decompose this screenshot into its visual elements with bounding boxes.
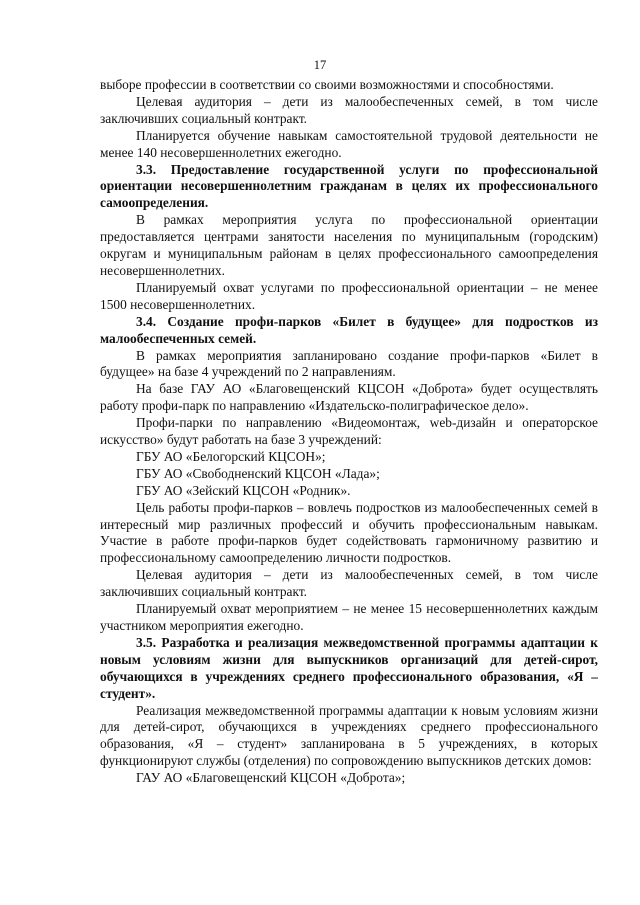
section-heading-3-4: 3.4. Создание профи-парков «Билет в будущее» для подростков из малообеспеченных семей. <box>100 313 598 346</box>
paragraph-target-audience: Целевая аудитория – дети из малообеспеченных семей, в том числе заключивших социальный контракт. <box>100 93 598 126</box>
paragraph-3-4-coverage: Планируемый охват мероприятием – не менее 15 несовершеннолетних каждым участником мероприятия ежегодно. <box>100 601 598 633</box>
list-item-zeya: ГБУ АО «Зейский КЦСОН «Родник». <box>136 482 351 498</box>
paragraph-continuation: выборе профессии в соответствии со своими возможностями и способностями. <box>100 77 554 92</box>
paragraph-3-4-audience: Целевая аудитория – дети из малообеспеченных семей, в том числе заключивших социальный контракт. <box>100 567 598 600</box>
paragraph-3-4-goal: Цель работы профи-парков – вовлечь подростков из малообеспеченных семей в интересный мир различных профессий и обучить профессиональным навыкам. Участие в работе профи-парков будет содействовать гармоничному развитию и профессиональному самоопределению личности подростков. <box>100 499 598 566</box>
page-body <box>100 77 598 787</box>
paragraph-3-4-plan: В рамках мероприятия запланировано создание профи-парков «Билет в будущее» на базе 4 учреждений по 2 направлениям. <box>100 347 598 380</box>
paragraph-3-5-program: Реализация межведомственной программы адаптации к новым условиям жизни для детей-сирот, обучающихся в учреждениях среднего профессионального образования, «Я – студент» запланирована в 5 учреждениях, в которых функционируют службы (отделения) по сопровождению выпускников детских домов: <box>100 702 598 769</box>
paragraph-3-4-video-parks: Профи-парки по направлению «Видеомонтаж, web-дизайн и операторское искусство» будут работать на базе 3 учреждений: <box>100 415 598 448</box>
paragraph-3-3-coverage: Планируемый охват услугами по профессиональной ориентации – не менее 1500 несовершеннолетних. <box>100 279 598 312</box>
list-item-belogorsk: ГБУ АО «Белогорский КЦСОН»; <box>136 448 326 464</box>
page-number: 17 <box>313 58 327 72</box>
paragraph-3-4-blagoveshchensk: На базе ГАУ АО «Благовещенский КЦСОН «Доброта» будет осуществлять работу профи-парк по направлению «Издательско-полиграфическое дело». <box>100 381 598 414</box>
section-heading-3-3: 3.3. Предоставление государственной услуги по профессиональной ориентации несовершеннолетним гражданам в целях их профессионального самоопределения. <box>100 161 598 211</box>
section-heading-3-5: 3.5. Разработка и реализация межведомственной программы адаптации к новым условиям жизни для выпускников организаций для детей-сирот, обучающихся в учреждениях среднего профессионального образования, «Я – студент». <box>100 634 598 701</box>
paragraph-planned-training: Планируется обучение навыкам самостоятельной трудовой деятельности не менее 140 несовершеннолетних ежегодно. <box>100 127 598 160</box>
list-item-svobodny: ГБУ АО «Свободненский КЦСОН «Лада»; <box>136 465 380 481</box>
list-item-blagoveshchensk: ГАУ АО «Благовещенский КЦСОН «Доброта»; <box>136 770 406 786</box>
paragraph-3-3-service: В рамках мероприятия услуга по профессиональной ориентации предоставляется центрами занятости населения по муниципальным (городским) округам и муниципальным районам в целях профессионального самоопределения несовершеннолетних. <box>100 212 598 278</box>
